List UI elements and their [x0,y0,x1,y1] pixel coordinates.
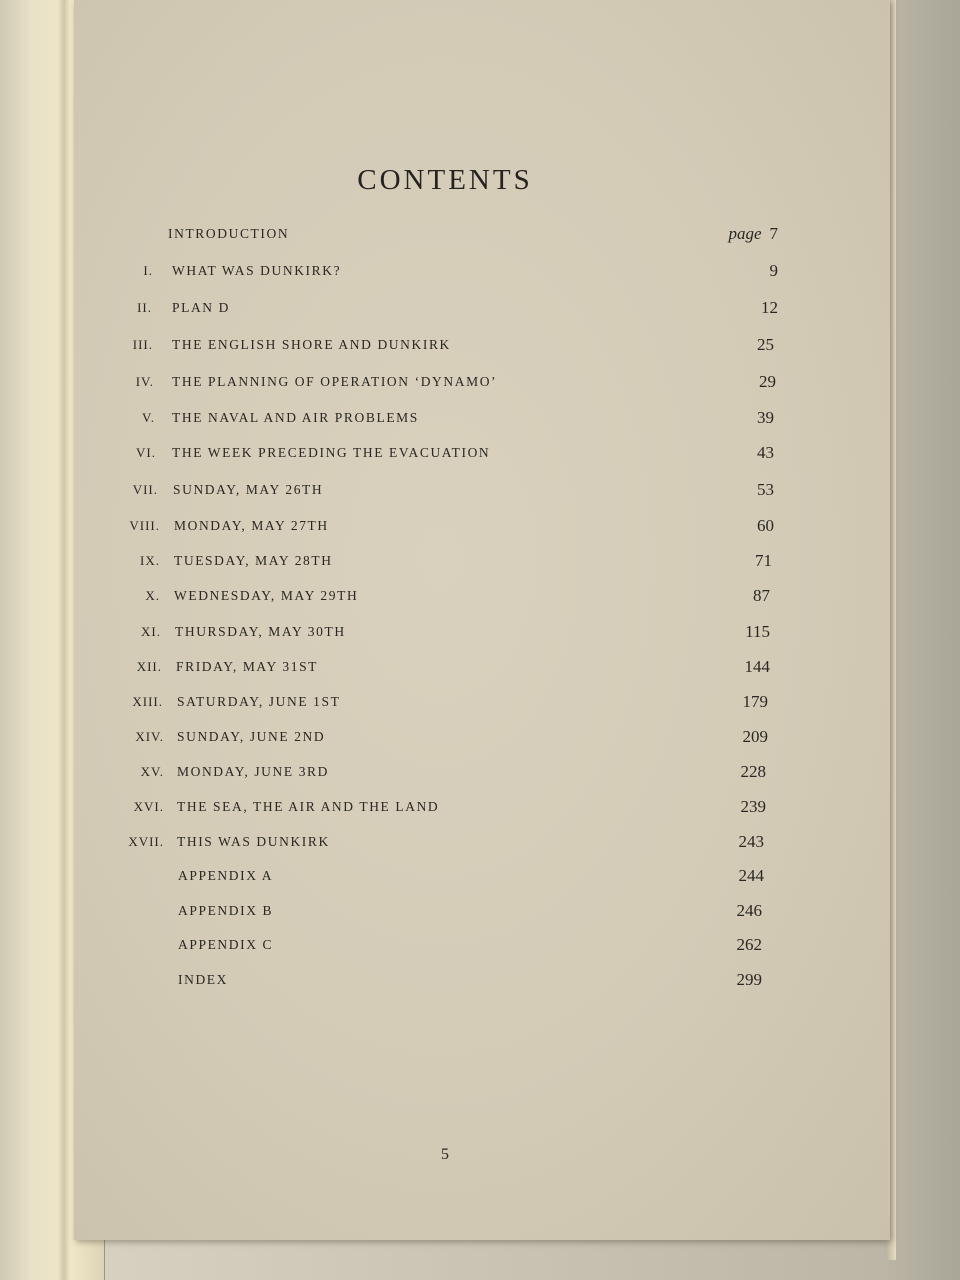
toc-entry [0,795,890,819]
toc-chapter-numeral: VII. [132,482,158,497]
toc-entry [0,296,890,320]
toc-chapter-title: INTRODUCTION [168,226,290,241]
toc-page-value: 71 [755,551,772,570]
toc-entry [0,333,890,357]
page-title: CONTENTS [357,164,533,196]
toc-chapter-title: WEDNESDAY, MAY 29TH [174,588,359,603]
toc-chapter-numeral: IX. [140,553,160,568]
toc-page-value: 60 [757,516,774,535]
toc-page-value: 299 [736,970,762,989]
toc-page-value: 179 [742,692,768,711]
toc-page-number [642,968,762,992]
toc-chapter-numeral: II. [137,300,152,315]
toc-entry [0,933,890,957]
toc-chapter-title: FRIDAY, MAY 31ST [176,659,319,674]
toc-page-number [644,830,764,854]
toc-page-number [654,478,774,502]
toc-page-value: 209 [742,727,768,746]
toc-chapter-numeral: V. [142,410,155,425]
toc-entry [0,725,890,749]
toc-chapter-numeral: IV. [135,374,154,389]
toc-page-number [650,620,770,644]
toc-page-number [654,406,774,430]
toc-page-number [646,760,766,784]
toc-entry [0,655,890,679]
toc-entry [0,406,890,430]
page-word-prefix: page [728,224,762,243]
toc-chapter-title: THE PLANNING OF OPERATION ‘DYNAMO’ [172,374,498,389]
toc-chapter-numeral: XI. [141,624,161,639]
folio-page-number: 5 [441,1146,449,1163]
toc-page-value: 25 [757,335,774,354]
toc-chapter-title: WHAT WAS DUNKIRK? [172,263,342,278]
toc-page-number [654,333,774,357]
toc-page-number [650,584,770,608]
toc-page-value: 144 [744,657,770,676]
toc-page-value: 39 [757,408,774,427]
toc-page-number [654,514,774,538]
toc-entry [0,259,890,283]
toc-page-number [642,933,762,957]
toc-chapter-title: PLAN D [172,300,230,315]
toc-entry [0,549,890,573]
toc-page-number [650,655,770,679]
toc-page-value: 53 [757,480,774,499]
toc-chapter-title: THURSDAY, MAY 30TH [175,624,346,639]
toc-page-number [648,725,768,749]
toc-chapter-numeral: III. [132,337,153,352]
toc-page-number [658,259,778,283]
toc-entry [0,899,890,923]
toc-entry [0,370,890,394]
toc-chapter-title: THE ENGLISH SHORE AND DUNKIRK [172,337,451,352]
toc-page-value: 7 [769,224,778,243]
toc-chapter-numeral: XVII. [128,834,164,849]
toc-chapter-numeral: XIII. [132,694,163,709]
toc-entry [0,441,890,465]
toc-chapter-title: INDEX [178,972,228,987]
toc-chapter-title: THE SEA, THE AIR AND THE LAND [177,799,440,814]
toc-entry [0,760,890,784]
toc-entry [0,968,890,992]
toc-chapter-numeral: I. [143,263,153,278]
toc-chapter-numeral: XII. [136,659,162,674]
toc-entry [0,830,890,854]
toc-chapter-numeral: X. [145,588,160,603]
toc-chapter-title: APPENDIX B [178,903,274,918]
toc-chapter-numeral: XV. [140,764,164,779]
toc-entry [0,222,890,246]
toc-chapter-title: MONDAY, MAY 27TH [174,518,329,533]
toc-page-value: 239 [740,797,766,816]
toc-chapter-title: THE WEEK PRECEDING THE EVACUATION [172,445,491,460]
toc-chapter-numeral: XVI. [133,799,164,814]
toc-page-number [646,795,766,819]
toc-chapter-numeral: VIII. [129,518,160,533]
toc-chapter-title: APPENDIX C [178,937,274,952]
toc-chapter-title: SUNDAY, JUNE 2ND [177,729,326,744]
toc-entry [0,514,890,538]
toc-entry [0,620,890,644]
toc-page-value: 228 [740,762,766,781]
toc-page-value: 262 [736,935,762,954]
toc-chapter-title: TUESDAY, MAY 28TH [174,553,333,568]
toc-chapter-numeral: VI. [136,445,156,460]
toc-page-number [658,296,778,320]
toc-entry [0,584,890,608]
toc-page-value: 246 [736,901,762,920]
toc-page-value: 43 [757,443,774,462]
toc-chapter-title: THIS WAS DUNKIRK [177,834,330,849]
toc-chapter-title: MONDAY, JUNE 3RD [177,764,329,779]
toc-page-number [644,864,764,888]
toc-chapter-title: THE NAVAL AND AIR PROBLEMS [172,410,419,425]
toc-chapter-title: SATURDAY, JUNE 1ST [177,694,341,709]
toc-page-value: 244 [738,866,764,885]
toc-page-value: 87 [753,586,770,605]
toc-page-value: 243 [738,832,764,851]
toc-page-value: 9 [769,261,778,280]
toc-page-value: 29 [759,372,776,391]
toc-page-number [658,222,778,246]
toc-entry [0,690,890,714]
toc-page-number [642,899,762,923]
toc-entry [0,864,890,888]
toc-page-value: 115 [745,622,770,641]
toc-page-number [648,690,768,714]
toc-entry [0,478,890,502]
toc-chapter-title: APPENDIX A [178,868,274,883]
toc-page-number [656,370,776,394]
toc-chapter-title: SUNDAY, MAY 26TH [173,482,324,497]
toc-chapter-numeral: XIV. [135,729,164,744]
toc-page-number [652,549,772,573]
toc-page-value: 12 [761,298,778,317]
toc-page-number [654,441,774,465]
